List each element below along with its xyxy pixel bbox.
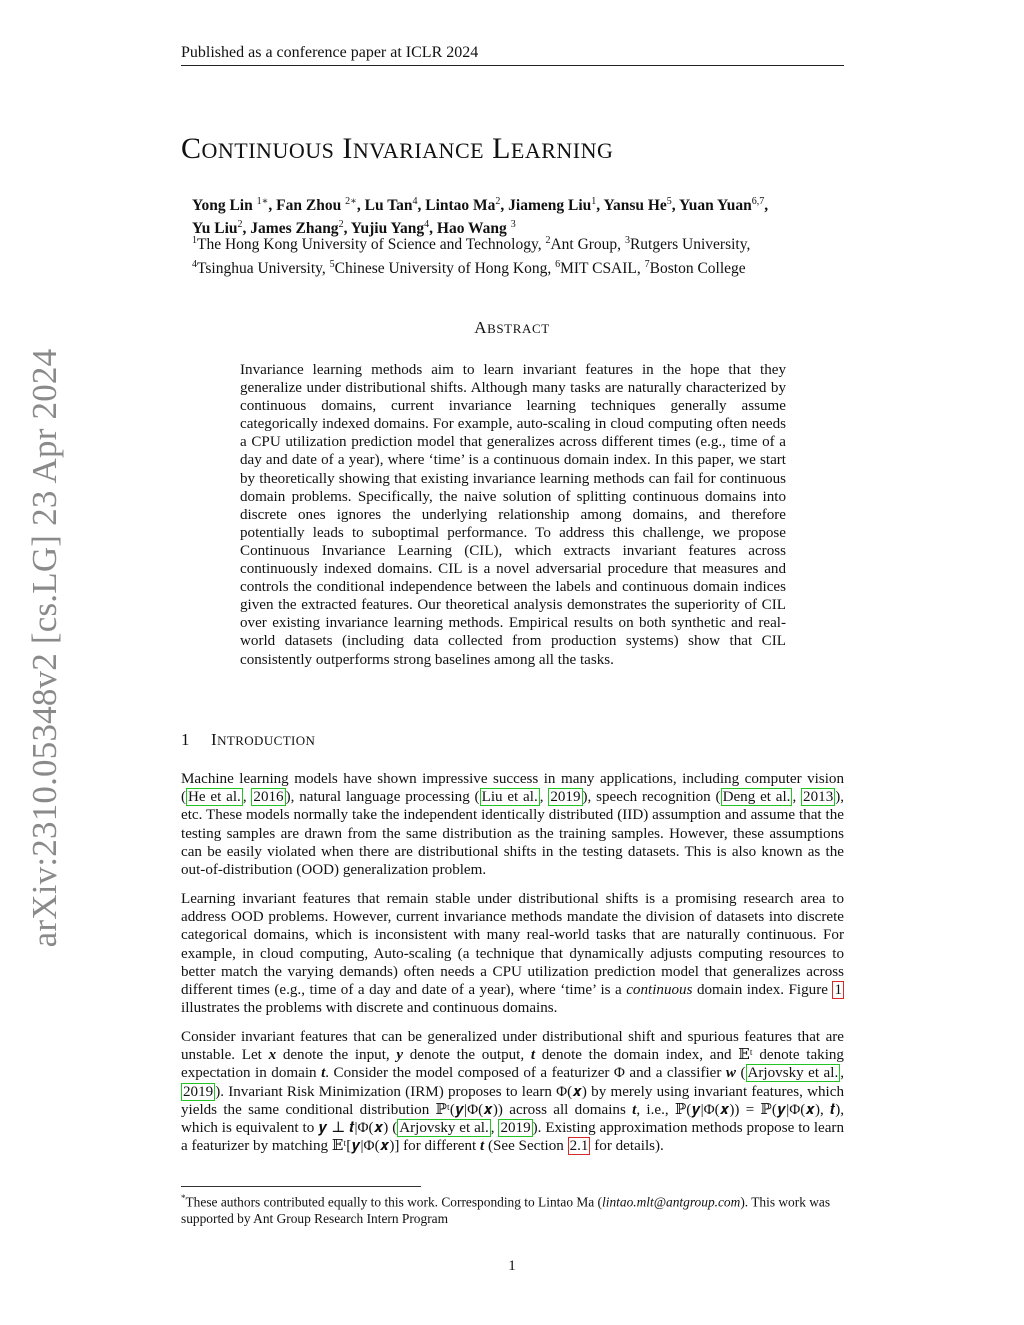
author-sup: 4 (412, 196, 418, 207)
text-run: denote taking expectation in domain (181, 1047, 844, 1082)
text-run: ). Invariant Risk Minimization (IRM) proposes to learn Φ(𝒙) by merely using invariant features, which yields the same conditional distribution ℙᵗ(𝒚|Φ(𝒙)) across all domains (181, 1083, 844, 1118)
figure-ref-link[interactable]: 1 (834, 982, 842, 999)
math-symbol: t (479, 1138, 485, 1155)
text-run: , (840, 1065, 845, 1082)
section-heading-introduction (181, 730, 315, 750)
text-run: domain index. Figure (692, 982, 833, 999)
affil-name: MIT CSAIL, (560, 260, 641, 278)
math-symbol: y (396, 1047, 404, 1064)
section-title-rest: NTRODUCTION (217, 733, 316, 748)
author-name: Yujiu Yang (350, 220, 425, 238)
author-name: Fan Zhou (276, 197, 342, 215)
citation-link[interactable]: Deng et al. (722, 789, 791, 806)
title-w2-rest: NVARIANCE (352, 138, 485, 163)
text-run: ( (735, 1065, 746, 1082)
author-name: Hao Wang (436, 220, 507, 238)
citation-link[interactable]: Arjovsky et al. (399, 1120, 489, 1137)
title-w1-rest: ONTINUOUS (201, 138, 335, 163)
page-number: 1 (508, 1258, 516, 1274)
author-sup: 2 (338, 219, 344, 231)
author-name: Lintao Ma (425, 197, 496, 215)
affil-sup: 2 (545, 235, 551, 246)
author-list: Yong Lin $^{1∗}$, Fan Zhou $^{2∗}$, Lu Tan$^4$, Lintao Ma$^2$, Jiameng Liu$^1$, Yansu He$^5$, Yuan Yuan$^{6,7}$, Yu Liu$^2$, James Zhang$^2$, Yujiu Yang$^4$, Hao Wang $^3$ (192, 196, 769, 238)
citation-link[interactable]: Arjovsky et al. (747, 1065, 839, 1082)
text-run: ), etc. These models normally take the independent identically distributed (IID) assumption and assume that the testing samples are drawn from the same distribution as the training samples. However, these assumptions can be easily violated when there are distributional shifts in the testing datasets. This is also known as the out-of-distribution (OOD) generalization problem. (181, 789, 845, 879)
text-run: , (490, 1120, 499, 1137)
affil-sup: 1 (192, 235, 197, 246)
citation-link[interactable]: 2019 (550, 789, 581, 806)
footnote-rule (181, 1186, 421, 1187)
author-name: James Zhang (250, 220, 339, 238)
paper-title (181, 132, 613, 166)
title-w3-first: L (492, 132, 511, 165)
affiliations (192, 231, 852, 279)
affil-sup: 3 (624, 235, 630, 246)
text-run: . Consider the model composed of a featurizer Φ and a classifier (325, 1065, 726, 1082)
author-name: Yong Lin (192, 197, 253, 215)
text-run: These authors contributed equally to this work. Corresponding to Lintao Ma ( (185, 1194, 603, 1210)
text-run: ). This work was supported by Ant Group Research Intern Program (181, 1194, 831, 1227)
text-run: ), speech recognition ( (582, 789, 721, 806)
text-run: Learning invariant features that remain stable under distributional shifts is a promising research area to address OOD problems. However, current invariance methods mandate the division of datasets into discrete categorical domains, which is inconsistent with many real-world tasks that are naturally continuous. For example, in cloud computing, Auto-scaling (a technique that dynamically adjusts computing resources to better match the varying demands) often needs a CPU utilization prediction model that generalizes across different times (e.g., time of a day and date of a year), where ‘time’ is a (181, 891, 844, 999)
intro-paragraph-3 (181, 1028, 844, 1155)
author-sup: 1 (591, 196, 597, 207)
text-run: Consider invariant features that can be generalized under distributional shift and spurious features that are unstable. Let (181, 1029, 844, 1064)
affil-name: Boston College (649, 260, 746, 278)
text-run: denote the domain index, and (535, 1047, 739, 1064)
arxiv-stamp (0, 350, 90, 945)
abstract-body: Invariance learning methods aim to learn invariant features in the hope that they generalize under distributional shifts. Although many tasks are naturally characterized by continuous domains, current invariance learning techniques generally assume categorically indexed domains. For example, auto-scaling in cloud computing often needs a CPU utilization prediction model that generalizes across different times (e.g., time of a day and date of a year), where ‘time’ is a continuous domain index. In this paper, we start by theoretically showing that existing invariance learning methods can fail for continuous domain problems. Specifically, the naive solution of splitting continuous domains into discrete ones ignores the underlying relationship among domains, and therefore potentially leads to suboptimal performance. To address this challenge, we propose Continuous Invariance Learning (CIL), which extracts invariant features across continuously indexed domains. CIL is a novel adversarial procedure that measures and controls the conditional independence between the labels and continuous domain indices given the extracted features. Our theoretical analysis demonstrates the superiority of CIL over existing invariance learning methods. Empirical results on both synthetic and real-world datasets (including data collected from production systems) show that CIL consistently outperforms strong baselines among all the tasks. (240, 362, 786, 668)
citation-link[interactable]: 2019 (500, 1120, 531, 1137)
citation-link[interactable]: 2016 (253, 789, 284, 806)
intro-paragraph-2 (181, 890, 844, 1017)
citation-link[interactable]: 2013 (803, 789, 834, 806)
math-symbol: 𝔼ᵗ (738, 1047, 753, 1064)
text-run: ), natural language processing ( (285, 789, 480, 806)
affil-sup: 5 (329, 259, 335, 271)
math-symbol: t (632, 1101, 637, 1118)
affil-name: Tsinghua University, (197, 260, 326, 278)
emphasis-text: continuous (626, 982, 693, 999)
affil-sup: 7 (644, 259, 650, 271)
affil-name: The Hong Kong University of Science and Technology, (197, 236, 542, 254)
author-sup: 1∗ (256, 196, 269, 207)
email-address: lintao.mlt@antgroup.com (602, 1194, 741, 1210)
footnote (181, 1190, 844, 1227)
author-sup: 3 (510, 219, 516, 231)
intro-paragraph-1 (181, 770, 844, 879)
running-header: Published as a conference paper at ICLR 2024 (181, 44, 479, 61)
author-name: Yansu He (603, 197, 667, 215)
text-run: , (792, 789, 802, 806)
title-w3-rest: EARNING (510, 138, 614, 163)
math-symbol: t (321, 1065, 326, 1082)
affil-name: Ant Group, (550, 236, 622, 254)
text-run: illustrates the problems with discrete and continuous domains. (181, 1000, 558, 1017)
author-sup: 2∗ (345, 196, 357, 207)
text-run: , (242, 789, 252, 806)
author-name: Lu Tan (364, 197, 413, 215)
author-sup: 4 (424, 219, 430, 231)
math-symbol: x (268, 1047, 277, 1064)
math-symbol: t (530, 1047, 536, 1064)
text-run: , i.e., ℙ(𝒚|Φ(𝒙)) = ℙ(𝒚|Φ(𝒙), 𝒕), which is equivalent to 𝒚 ⊥ 𝒕|Φ(𝒙) ( (181, 1101, 844, 1137)
text-run: denote the input, (276, 1047, 397, 1064)
author-name: Yuan Yuan (678, 197, 752, 215)
abstract-heading-first: A (474, 318, 488, 337)
author-name: Jiameng Liu (508, 197, 592, 215)
affil-name: Rutgers University, (629, 236, 751, 254)
section-ref-link[interactable]: 2.1 (569, 1138, 589, 1155)
author-sup: 2 (495, 196, 501, 207)
section-title-first: I (211, 730, 218, 749)
text-run: Machine learning models have shown impressive success in many applications, including computer vision ( (181, 771, 844, 806)
text-run: for details). (590, 1138, 664, 1155)
affil-sup: 4 (192, 259, 197, 271)
author-sup: 2 (237, 219, 243, 231)
title-w1-first: C (181, 132, 202, 165)
citation-link[interactable]: 2019 (183, 1083, 214, 1100)
abstract-heading (0, 318, 1024, 338)
text-run: , (539, 789, 549, 806)
citation-link[interactable]: He et al. (188, 789, 241, 806)
footnote-mark: * (181, 1193, 186, 1203)
header-rule (181, 65, 844, 66)
citation-link[interactable]: Liu et al. (481, 789, 538, 806)
text-run: denote the output, (403, 1047, 531, 1064)
text-run: (See Section (484, 1138, 568, 1155)
math-symbol: w (725, 1065, 736, 1082)
section-number: 1 (181, 730, 190, 749)
text-run: ). Existing approximation methods propose to learn a featurizer by matching 𝔼ᵗ[𝒚|Φ(𝒙)] for different (181, 1120, 845, 1155)
author-sup: 5 (666, 196, 672, 207)
author-sup: 6,7 (751, 196, 765, 207)
author-name: Yu Liu (192, 220, 238, 238)
arxiv-stamp-text: arXiv:2310.05348v2 [cs.LG] 23 Apr 2024 (25, 348, 64, 947)
affil-sup: 6 (555, 259, 561, 271)
affil-name: Chinese University of Hong Kong, (334, 260, 552, 278)
title-w2-first: I (342, 132, 353, 165)
abstract-heading-rest: BSTRACT (487, 321, 550, 336)
